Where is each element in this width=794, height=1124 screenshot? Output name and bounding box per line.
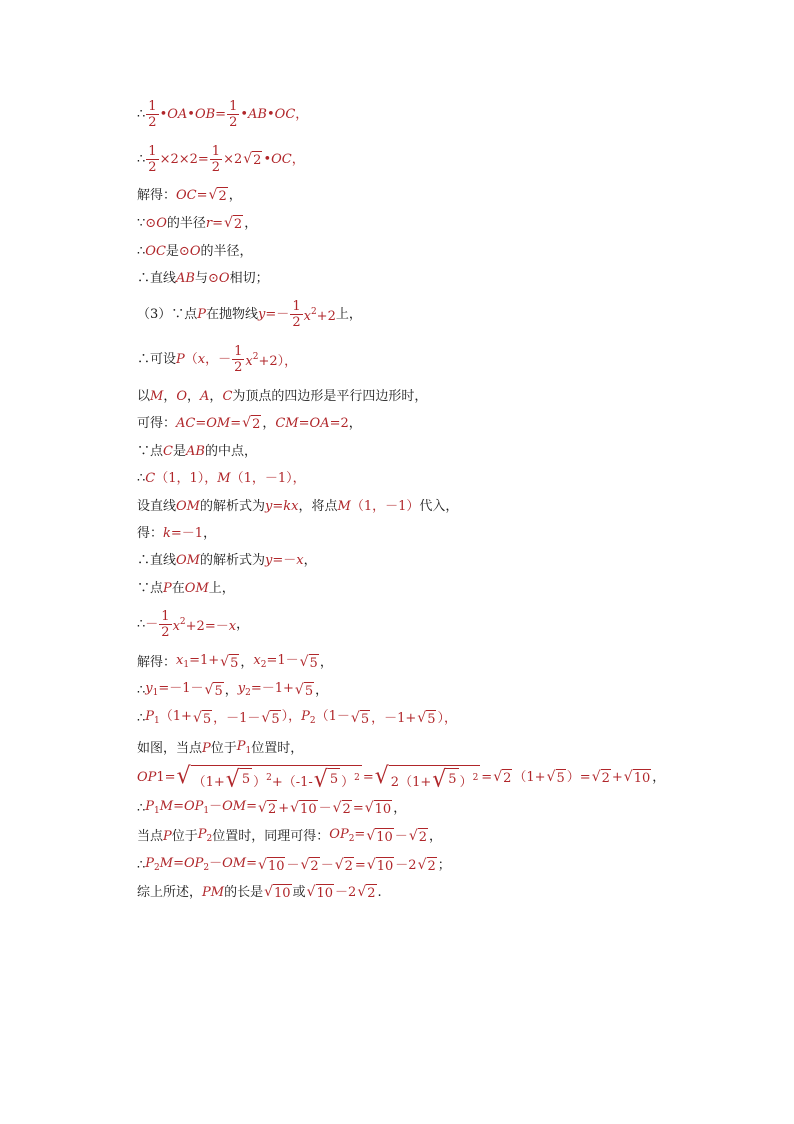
line-15: ∴直线 OM 的解析式为 y=－x ， [137,553,317,568]
line-03: 解得： OC= √ 2 ， [137,187,242,204]
line-17: ∴ － $\frac{1}{2}$ $x^2+2=-x$ ， [137,609,250,640]
line-06: ∴直线 AB 与 ⊙ O 相切； [137,271,269,286]
line-11: ∵点 C 是 AB 的中点， [137,444,257,459]
line-01: ∴ $\frac{1}{2}$ •OA•OB= $\frac{1}{2}$ •AB•OC， [137,99,309,130]
line-19: ∴ $y_1=-1-$ √ 5 ， $y_2=-1+$ √ 5 ， [137,681,329,699]
line-16: ∵点 P 在 OM 上， [137,581,235,596]
line-26: 综上所述， PM 的长是 √ 10 或 √ 10 －2 √ 2 . [137,884,382,901]
line-09: 以 M ， O ， A ， C 为顶点的四边形是平行四边形时， [137,389,428,404]
line-02: ∴ $\frac{1}{2}$ ×2×2= $\frac{1}{2}$ ×2 √ 2 •OC， [137,144,305,175]
line-25: ∴ $P_2M=OP_2-OM=$ √ 10 － √ 2 － √ 2 = √ 10 －2 √ 2 ； [137,856,451,874]
line-23: ∴ $P_1M=OP_1-OM=$ √ 2 + √ 10 － √ 2 = √ 10 ， [137,799,407,817]
line-24: 当点 P 位于 $P_2$ 位置时，同理可得： $OP_2=$ √ 10 － √ 2 ， [137,827,443,845]
line-13: 设直线 OM 的解析式为 y=kx ，将点 M（1，－1） 代入， [137,499,459,514]
line-10: 可得： AC=OM= √ 2 ， CM=OA=2 ， [137,415,362,432]
line-21: 如图，当点 P 位于 $P_1$ 位置时， [137,739,304,756]
line-14: 得： k=－1 ， [137,526,217,541]
line-08: ∴可设 P（x，－ $\frac{1}{2}$ $x^2+2$）， [137,344,298,375]
line-20: ∴ $P_1(1+$ √ 5 ，－1－ √ 5 ），$P_2(1-$ √ 5 ，－1+ √ 5 ）， [137,709,457,727]
line-04: ∵ ⊙ O 的半径 r= √ 2 ， [137,215,258,232]
line-05: ∴ OC 是 ⊙ O 的半径， [137,244,253,259]
line-18: 解得： $x_1=1+$ √ 5 ， $x_2=1-$ √ 5 ， [137,653,333,671]
line-22: OP1= √ （1+ √ 5 ）$^2$+（-1- √ 5 ）$^2$ = √ 2（1+ √ 5 ）$^2$ = √ 2 （1+ √ 5 ）= √ 2 + √ 10 ， [137,763,666,793]
line-12: ∴ C（1，1），M（1，－1）， [137,471,306,486]
line-07: （3）∵点 P 在抛物线 y=－ $\frac{1}{2}$ $x^2+2$ 上， [137,299,362,330]
